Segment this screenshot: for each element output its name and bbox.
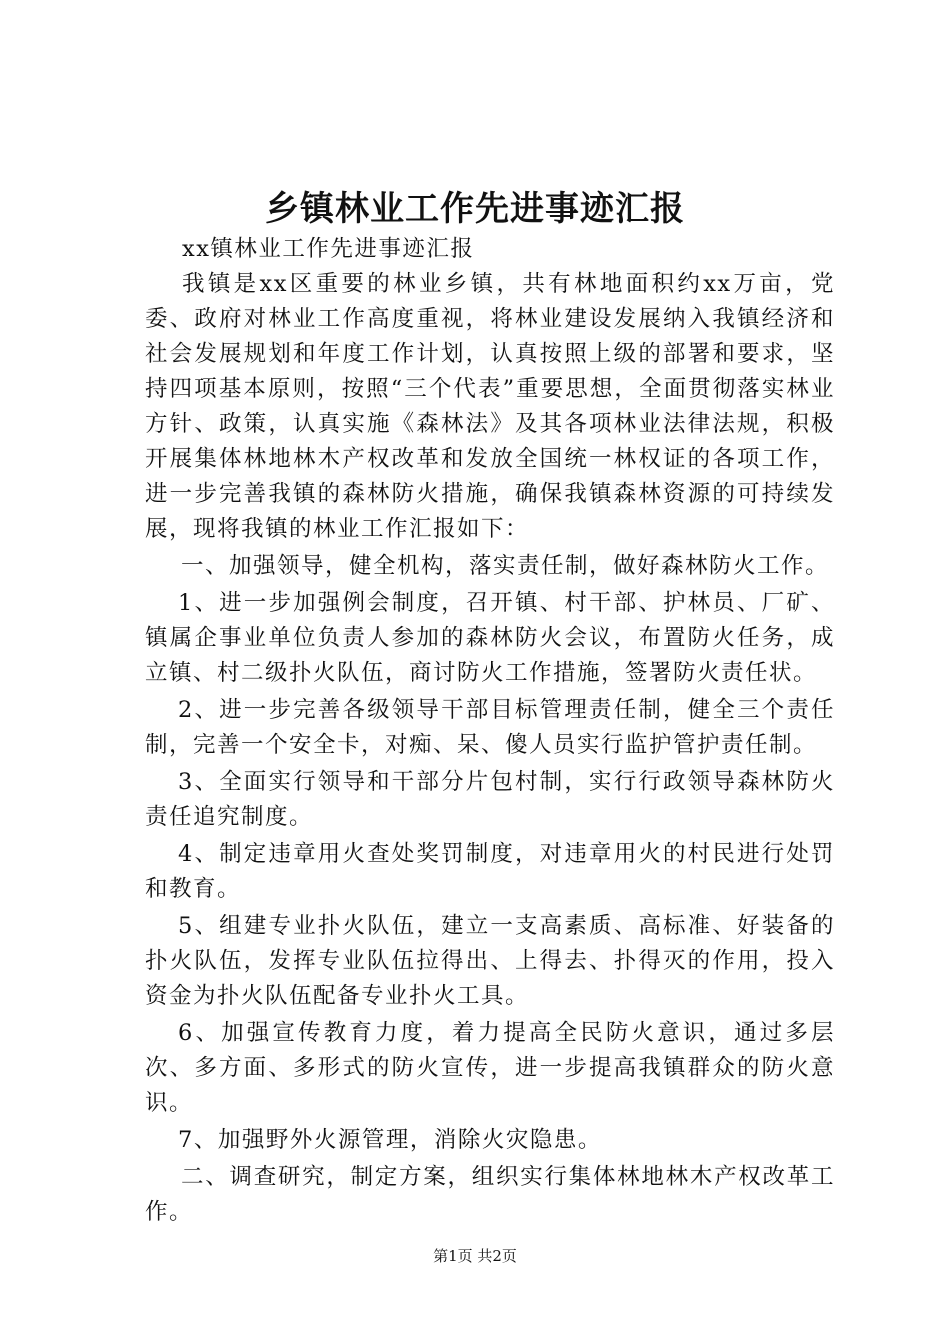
section-heading-2: 二、调查研究，制定方案，组织实行集体林地林木产权改革工作。 — [145, 1164, 835, 1225]
document-title: 乡镇林业工作先进事迹汇报 — [265, 189, 685, 229]
list-item-3: 3、全面实行领导和干部分片包村制，实行行政领导森林防火责任追究制度。 — [145, 769, 835, 830]
page-number-footer: 第1页 共2页 — [433, 1247, 517, 1265]
list-item-4: 4、制定违章用火查处奖罚制度，对违章用火的村民进行处罚和教育。 — [145, 841, 835, 902]
intro-paragraph: 我镇是xx区重要的林业乡镇，共有林地面积约xx万亩，党委、政府对林业工作高度重视，将林业建设发展纳入我镇经济和社会发展规划和年度工作计划，认真按照上级的部署和要求，坚持四项基本原则，按照“三个代表”重要思想，全面贯彻落实林业方针、政策，认真实施《森林法》及其各项林业法律法规，积极开展集体林地林木产权改革和发放全国统一林权证的各项工作，进一步完善我镇的森林防火措施，确保我镇森林资源的可持续发展，现将我镇的林业工作汇报如下： — [145, 271, 835, 542]
list-item-2: 2、进一步完善各级领导干部目标管理责任制，健全三个责任制，完善一个安全卡，对痴、呆、傻人员实行监护管护责任制。 — [145, 697, 835, 758]
list-item-7: 7、加强野外火源管理，消除火灾隐患。 — [178, 1127, 602, 1153]
document-subtitle: xx镇林业工作先进事迹汇报 — [182, 236, 475, 262]
document-body — [145, 232, 835, 1230]
list-item-6: 6、加强宣传教育力度，着力提高全民防火意识，通过多层次、多方面、多形式的防火宣传，进一步提高我镇群众的防火意识。 — [145, 1020, 835, 1116]
list-item-5: 5、组建专业扑火队伍，建立一支高素质、高标准、好装备的扑火队伍，发挥专业队伍拉得出、上得去、扑得灭的作用，投入资金为扑火队伍配备专业扑火工具。 — [145, 913, 835, 1009]
list-item-1: 1、进一步加强例会制度，召开镇、村干部、护林员、厂矿、镇属企事业单位负责人参加的森林防火会议，布置防火任务，成立镇、村二级扑火队伍，商讨防火工作措施，签署防火责任状。 — [145, 590, 835, 686]
section-heading-1: 一、加强领导，健全机构，落实责任制，做好森林防火工作。 — [181, 553, 830, 579]
